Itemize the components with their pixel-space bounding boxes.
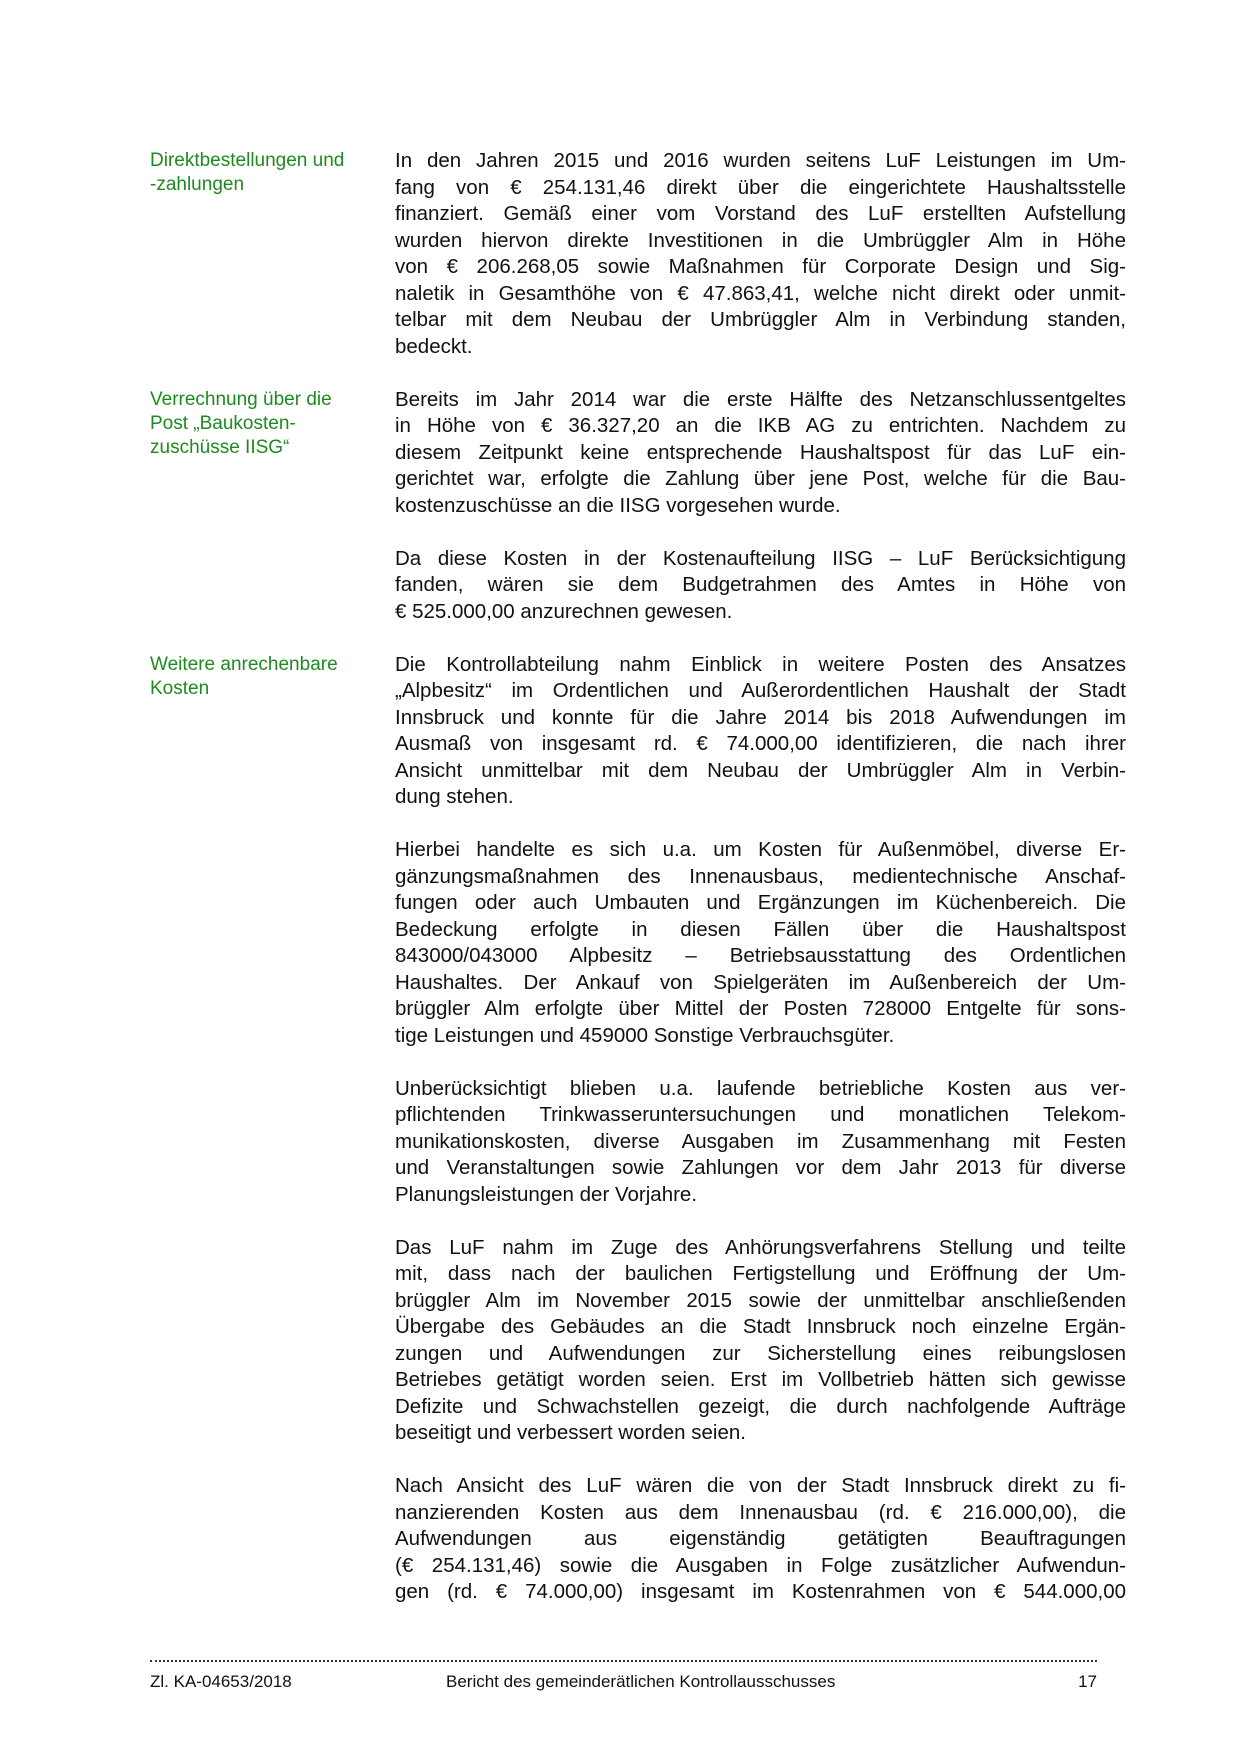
margin-heading [150,148,395,387]
paragraph [395,837,1126,1049]
paragraph [395,652,1126,811]
text-line: Hierbei handelte es sich u.a. um Kosten für Außenmöbel, diverse Er- [395,838,1126,861]
document-body [150,148,1127,1632]
text-line: munikationskosten, diverse Ausgaben im Zusammenhang mit Festen [395,1129,1126,1153]
page-number: 17 [1078,1672,1097,1691]
text-line: diesem Zeitpunkt keine entsprechende Haushaltspost für das LuF ein- [395,440,1126,464]
text-line: fanden, wären sie dem Budgetrahmen des Amtes in Höhe von [395,573,1126,596]
paragraph [395,1235,1126,1447]
text-line: Planungsleistungen der Vorjahre. [395,1182,698,1206]
text-line: Haushaltes. Der Ankauf von Spielgeräten im Außenbereich der Um- [395,970,1126,994]
text-line: gen (rd. € 74.000,00) insgesamt im Kostenrahmen von € 544.000,00 [395,1580,1126,1603]
text-line: nanzierenden Kosten aus dem Innenausbau (rd. € 216.000,00), die [395,1500,1126,1524]
text-line: Das LuF nahm im Zuge des Anhörungsverfahrens Stellung und teilte [395,1235,1126,1259]
text-line: beseitigt und verbessert worden seien. [395,1421,746,1444]
margin-heading-line: Verrechnung über die [150,388,332,410]
text-line: 843000/043000 Alpbesitz – Betriebsausstattung des Ordentlichen [395,944,1126,967]
text-line: kostenzuschüsse an die IISG vorgesehen wurde. [395,493,841,517]
page-footer [150,1672,1097,1692]
text-line: Bereits im Jahr 2014 war die erste Hälfte des Netzanschlussentgeltes [395,387,1126,411]
text-line: Aufwendungen aus eigenständig getätigten Beauftragungen [395,1527,1126,1550]
margin-heading-line: -zahlungen [150,174,245,195]
document-section [150,652,1127,1633]
text-line: Unberücksichtigt blieben u.a. laufende betriebliche Kosten aus ver- [395,1076,1126,1100]
text-line: Nach Ansicht des LuF wären die von der Stadt Innsbruck direkt zu fi- [395,1474,1126,1497]
text-line: mit, dass nach der baulichen Fertigstellung und Eröffnung der Um- [395,1262,1126,1285]
footer-divider [150,1660,1097,1662]
section-body [395,148,1126,387]
footer-reference: Zl. KA-04653/2018 [150,1672,292,1691]
text-line: bedeckt. [395,334,473,358]
text-line: In den Jahren 2015 und 2016 wurden seitens LuF Leistungen im Um- [395,149,1126,172]
text-line: Bedeckung erfolgte in diesen Fällen über die Haushaltspost [395,917,1126,941]
text-line: Innsbruck und konnte für die Jahre 2014 bis 2018 Aufwendungen im [395,705,1126,729]
text-line: brüggler Alm im November 2015 sowie der unmittelbar anschließenden [395,1288,1126,1312]
paragraph [395,387,1126,520]
text-line: zungen und Aufwendungen zur Sicherstellung eines reibungslosen [395,1341,1126,1365]
document-section [150,387,1127,652]
text-line: Übergabe des Gebäudes an die Stadt Innsbruck noch einzelne Ergän- [395,1315,1126,1338]
text-line: wurden hiervon direkte Investitionen in die Umbrüggler Alm in Höhe [395,228,1126,252]
text-line: fang von € 254.131,46 direkt über die eingerichtete Haushaltsstelle [395,175,1126,199]
text-line: (€ 254.131,46) sowie die Ausgaben in Folge zusätzlicher Aufwendun- [395,1553,1126,1577]
text-line: telbar mit dem Neubau der Umbrüggler Alm in Verbindung standen, [395,308,1126,331]
section-body [395,387,1126,652]
text-line: Ausmaß von insgesamt rd. € 74.000,00 identifizieren, die nach ihrer [395,732,1126,755]
text-line: naletik in Gesamthöhe von € 47.863,41, welche nicht direkt oder unmit- [395,281,1126,305]
text-line: fungen oder auch Umbauten und Ergänzungen im Küchenbereich. Die [395,891,1126,914]
text-line: pflichtenden Trinkwasseruntersuchungen und monatlichen Telekom- [395,1103,1126,1126]
text-line: gänzungsmaßnahmen des Innenausbaus, medientechnische Anschaf- [395,864,1126,888]
text-line: € 525.000,00 anzurechnen gewesen. [395,599,733,623]
text-line: „Alpbesitz“ im Ordentlichen und Außerordentlichen Haushalt der Stadt [395,679,1126,702]
text-line: Da diese Kosten in der Kostenaufteilung IISG – LuF Berücksichtigung [395,546,1126,570]
text-line: dung stehen. [395,785,514,808]
text-line: Betriebes getätigt worden seien. Erst im Vollbetrieb hätten sich gewisse [395,1368,1126,1391]
margin-heading [150,652,395,1633]
text-line: Defizite und Schwachstellen gezeigt, die durch nachfolgende Aufträge [395,1394,1126,1418]
text-line: finanziert. Gemäß einer vom Vorstand des LuF erstellten Aufstellung [395,202,1126,225]
text-line: und Veranstaltungen sowie Zahlungen vor dem Jahr 2013 für diverse [395,1156,1126,1179]
footer-title: Bericht des gemeinderätlichen Kontrollausschusses [446,1672,836,1691]
text-line: von € 206.268,05 sowie Maßnahmen für Corporate Design und Sig- [395,255,1126,278]
text-line: tige Leistungen und 459000 Sonstige Verbrauchsgüter. [395,1023,895,1047]
margin-heading [150,387,395,652]
margin-heading-line: zuschüsse IISG“ [150,436,290,458]
text-line: Ansicht unmittelbar mit dem Neubau der Umbrüggler Alm in Verbin- [395,758,1126,782]
text-line: gerichtet war, erfolgte die Zahlung über jene Post, welche für die Bau- [395,467,1126,490]
margin-heading-line: Direktbestellungen und [150,150,345,171]
document-section [150,148,1127,387]
paragraph [395,1076,1126,1209]
text-line: Die Kontrollabteilung nahm Einblick in weitere Posten des Ansatzes [395,652,1126,676]
margin-heading-line: Kosten [150,677,210,699]
paragraph [395,546,1126,626]
margin-heading-line: Weitere anrechenbare [150,653,338,675]
paragraph [395,1473,1126,1606]
paragraph [395,148,1126,360]
margin-heading-line: Post „Baukosten- [150,412,296,434]
text-line: brüggler Alm erfolgte über Mittel der Posten 728000 Entgelte für sons- [395,997,1126,1020]
section-body [395,652,1126,1633]
text-line: in Höhe von € 36.327,20 an die IKB AG zu entrichten. Nachdem zu [395,414,1126,437]
